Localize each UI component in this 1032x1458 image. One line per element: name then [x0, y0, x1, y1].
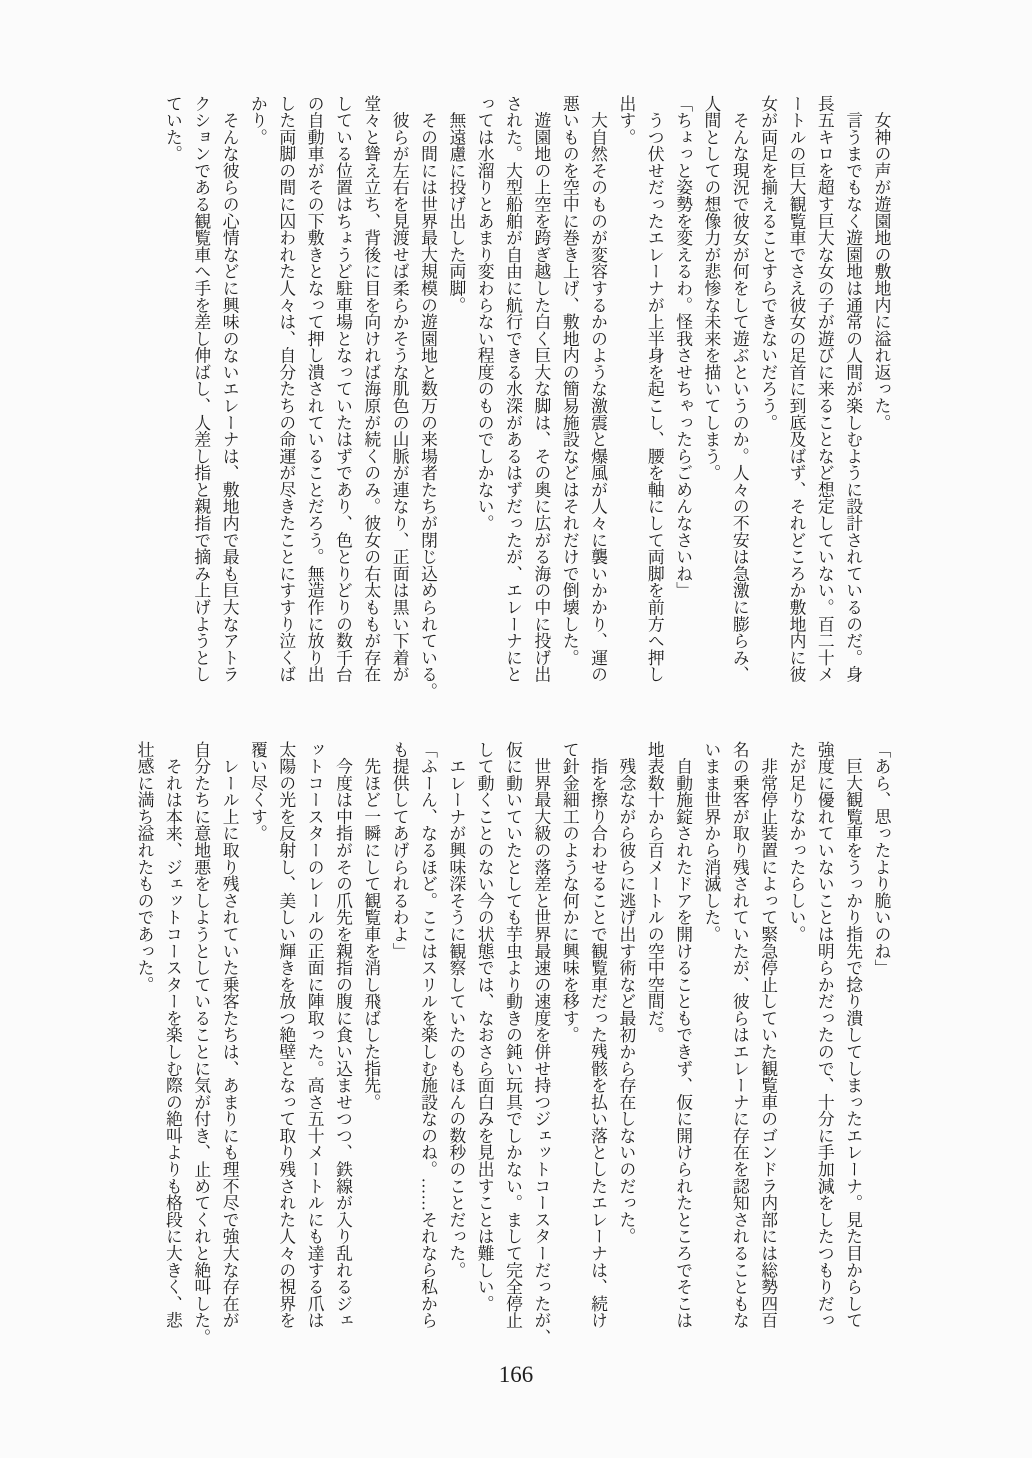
text-column: っては水溜りとあまり変わらない程度のものでしかない。 — [475, 95, 495, 532]
text-column: そんな現況で彼女が何をして遊ぶというのか。人々の不安は急激に膨らみ、 — [730, 95, 750, 683]
text-column: も提供してあげられるわよ」 — [390, 741, 410, 960]
text-column: たが足りなかったらしい。 — [786, 741, 806, 943]
text-column: の自動車がその下敷きとなって押し潰されていることだろう。無造作に放り出 — [305, 95, 325, 683]
text-column: クションである観覧車へ手を差し伸ばし、人差し指と親指で摘み上げようとし — [191, 95, 211, 683]
text-column: 長五キロを超す巨大な女の子が遊びに来ることなど想定していない。百二十メ — [815, 95, 835, 683]
text-column: いまま世界から消滅した。 — [701, 741, 721, 943]
text-column: 指を擦り合わせることで観覧車だった残骸を払い落としたエレーナは、続け — [588, 741, 608, 1329]
text-column: 強度に優れていないことは明らかだったので、十分に手加減をしたつもりだっ — [815, 741, 835, 1329]
text-column: 言うまでもなく遊園地は通常の人間が楽しむように設計されているのだ。身 — [843, 95, 863, 683]
text-column: 残念ながら彼らに逃げ出す術など最初から存在しないのだった。 — [616, 741, 636, 1245]
text-column: 「ちょっと姿勢を変えるわ。怪我させちゃったらごめんなさいね」 — [673, 95, 693, 599]
text-block-top — [158, 95, 895, 700]
text-column: された。大型船舶が自由に航行できる水深があるはずだったが、エレーナにと — [503, 95, 523, 683]
text-column: 女が両足を揃えることすらできないだろう。 — [758, 95, 778, 431]
text-column: ートルの巨大観覧車でさえ彼女の足首に到底及ばず、それどころか敷地内に彼 — [786, 95, 806, 683]
text-column: 人間としての想像力が悲惨な未来を描いてしまう。 — [701, 95, 721, 482]
text-column: それは本来、ジェットコースターを楽しむ際の絶叫よりも格段に大きく、悲 — [163, 741, 183, 1329]
text-column: 彼らが左右を見渡せば柔らかそうな肌色の山脈が連なり、正面は黒い下着が — [390, 95, 410, 683]
text-column: 地表数十から百メートルの空中空間だ。 — [645, 741, 665, 1044]
text-column: 今度は中指がその爪先を親指の腹に食い込ませつつ、鉄線が入り乱れるジェ — [333, 741, 353, 1329]
text-column: 無遠慮に投げ出した両脚。 — [446, 95, 466, 314]
text-column: そんな彼らの心情などに興味のないエレーナは、敷地内で最も巨大なアトラ — [220, 95, 240, 683]
text-column: レール上に取り残されていた乗客たちは、あまりにも理不尽で強大な存在が — [220, 741, 240, 1329]
text-column: 出す。 — [616, 95, 636, 146]
text-column: 太陽の光を反射し、美しい輝きを放つ絶壁となって取り残された人々の視界を — [276, 741, 296, 1329]
text-column: している位置はちょうど駐車場となっていたはずであり、色とりどりの数千台 — [333, 95, 353, 683]
text-column: 悪いものを空中に巻き上げ、敷地内の簡易施設などはそれだけで倒壊した。 — [560, 95, 580, 666]
text-column: して動くことのない今の状態では、なおさら面白みを見出すことは難しい。 — [475, 741, 495, 1312]
text-column: 大自然そのものが変容するかのような激震と爆風が人々に襲いかかり、運の — [588, 95, 608, 683]
text-column: 世界最大級の落差と世界最速の速度を併せ持つジェットコースターだったが、 — [531, 741, 551, 1346]
text-column: 壮感に満ち溢れたものであった。 — [135, 741, 155, 993]
text-column: うつ伏せだったエレーナが上半身を起こし、腰を軸にして両脚を前方へ押し — [645, 95, 665, 683]
text-column: エレーナが興味深そうに観察していたのもほんの数秒のことだった。 — [446, 741, 466, 1279]
text-column: て針金細工のような何かに興味を移す。 — [560, 741, 580, 1044]
text-column: した両脚の間に囚われた人々は、自分たちの命運が尽きたことにすすり泣くば — [276, 95, 296, 683]
text-column: 遊園地の上空を跨ぎ越した白く巨大な脚は、その奥に広がる海の中に投げ出 — [531, 95, 551, 683]
text-column: ていた。 — [163, 95, 183, 163]
text-column: 覆い尽くす。 — [248, 741, 268, 842]
text-column: 巨大観覧車をうっかり指先で捻り潰してしまったエレーナ。見た目からして — [843, 741, 863, 1329]
text-column: 「ふーん、なるほど。ここはスリルを楽しむ施設なのね。……それなら私から — [418, 741, 438, 1329]
text-column: かり。 — [248, 95, 268, 146]
text-column: 名の乗客が取り残されていたが、彼らはエレーナに存在を認知されることもな — [730, 741, 750, 1329]
text-column: 堂々と聳え立ち、背後に目を向ければ海原が続くのみ。彼女の右太ももが存在 — [361, 95, 381, 683]
text-column: 女神の声が遊園地の敷地内に溢れ返った。 — [872, 95, 891, 431]
text-block-bottom — [130, 741, 895, 1346]
text-column: 先ほど一瞬にして観覧車を消し飛ばした指先。 — [361, 741, 381, 1111]
text-column: 仮に動いていたとしても芋虫より動きの鈍い玩具でしかない。まして完全停止 — [503, 741, 523, 1329]
text-column: 非常停止装置によって緊急停止していた観覧車のゴンドラ内部には総勢四百 — [758, 741, 778, 1329]
text-column: ットコースターのレールの正面に陣取った。高さ五十メートルにも達する爪は — [305, 741, 325, 1329]
text-column: その間には世界最大規模の遊園地と数万の来場者たちが閉じ込められている。 — [418, 95, 438, 700]
page-number: 166 — [498, 1362, 534, 1387]
text-column: 「あら、思ったより脆いのね」 — [872, 741, 891, 977]
text-column: 自動施錠されたドアを開けることもできず、仮に開けられたところでそこは — [673, 741, 693, 1329]
text-column: 自分たちに意地悪をしようとしていることに気が付き、止めてくれと絶叫した。 — [191, 741, 211, 1346]
